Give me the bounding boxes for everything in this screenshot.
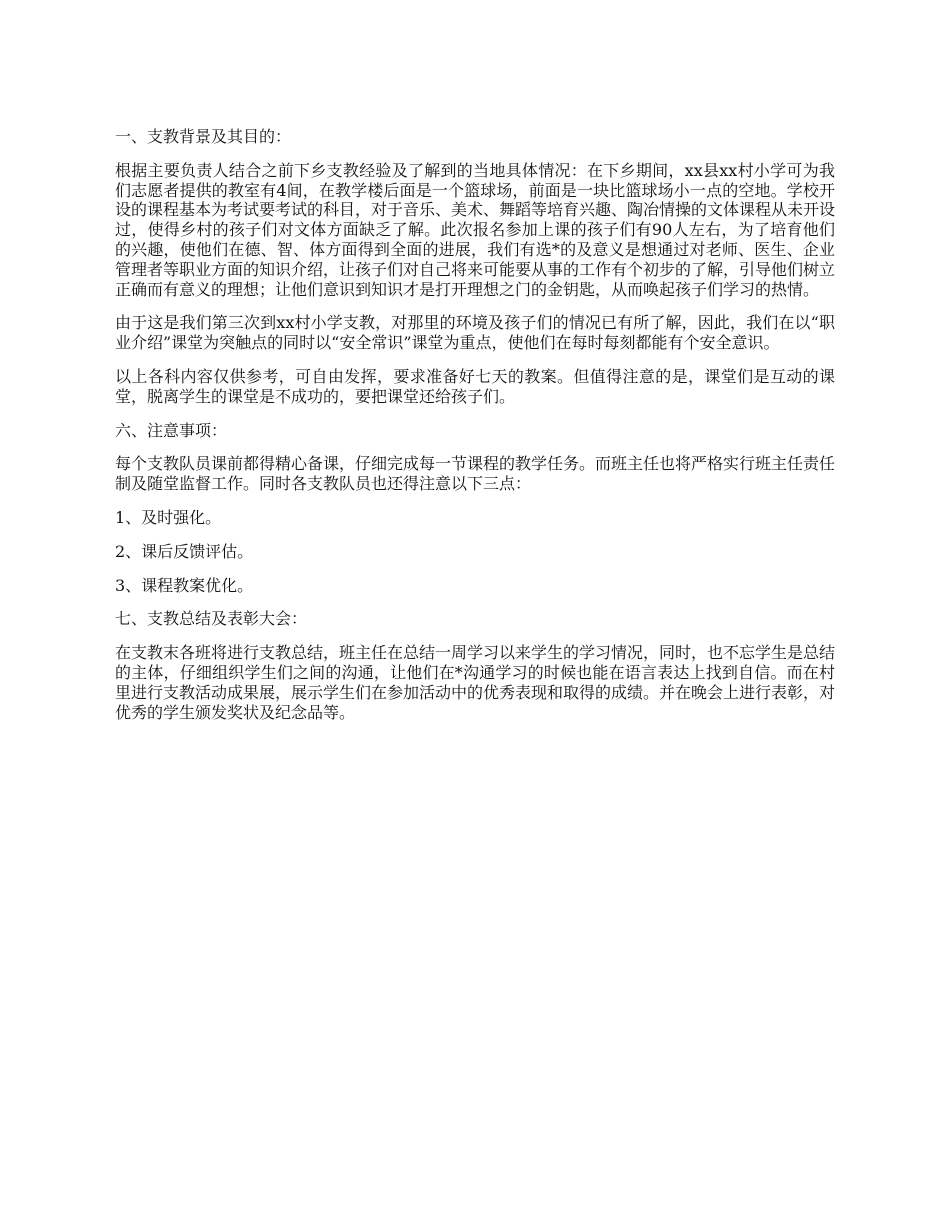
section-heading-notes: 六、注意事项： xyxy=(115,420,228,440)
paragraph-lesson-plan-note: 以上各科内容仅供参考，可自由发挥，要求准备好七天的教案。但值得注意的是，课堂们是互动的课堂，脱离学生的课堂是不成功的，要把课堂还给孩子们。 xyxy=(115,366,835,406)
section-heading-background: 一、支教背景及其目的： xyxy=(115,127,292,146)
list-item-2: 2、课后反馈评估。 xyxy=(115,541,254,561)
paragraph-summary: 在支教末各班将进行支教总结，班主任在总结一周学习以来学生的学习情况，同时，也不忘学生是总结的主体，仔细组织学生们之间的沟通，让他们在*沟通学习的时候也能在语言表达上找到自信。而在村里进行支教活动成果展，展示学生们在参加活动中的优秀表现和取得的成绩。并在晚会上进行表彰，对优秀的学生颁发奖状及纪念品等。 xyxy=(115,643,836,722)
document-body xyxy=(115,127,835,736)
paragraph-background-situation: 根据主要负责人结合之前下乡支教经验及了解到的当地具体情况：在下乡期间，xx县xx村小学可为我们志愿者提供的教室有4间，在教学楼后面是一个篮球场，前面是一块比篮球场小一点的空地。学校开设的课程基本为考试要考试的科目，对于音乐、美术、舞蹈等培育兴趣、陶冶情操的文体课程从未开设过，使得乡村的孩子们对文体方面缺乏了解。此次报名参加上课的孩子们有90人左右，为了培育他们的兴趣，使他们在德、智、体方面得到全面的进展，我们有选*的及意义是想通过对老师、医生、企业管理者等职业方面的知识介绍，让孩子们对自己将来可能要从事的工作有个初步的了解，引导他们树立正确而有意义的理想；让他们意识到知识才是打开理想之门的金钥匙，从而唤起孩子们学习的热情。 xyxy=(115,160,836,299)
list-item-3: 3、课程教案优化。 xyxy=(115,575,254,595)
section-heading-summary: 七、支教总结及表彰大会： xyxy=(115,609,308,629)
paragraph-third-visit: 由于这是我们第三次到xx村小学支教，对那里的环境及孩子们的情况已有所了解，因此，我们在以“职业介绍”课堂为突触点的同时以“安全常识”课堂为重点，使他们在每时每刻都能有个安全意识。 xyxy=(115,313,835,353)
paragraph-notes-intro: 每个支教队员课前都得精心备课，仔细完成每一节课程的教学任务。而班主任也将严格实行班主任责任制及随堂监督工作。同时各支教队员也还得注意以下三点： xyxy=(115,454,836,494)
list-item-1: 1、及时强化。 xyxy=(115,507,222,527)
